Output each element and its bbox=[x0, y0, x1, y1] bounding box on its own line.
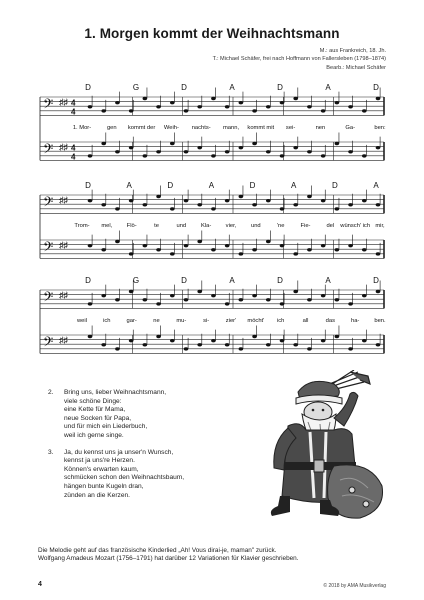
chord-symbol: A bbox=[208, 181, 215, 190]
time-signature: 4 bbox=[71, 143, 76, 153]
note-head bbox=[225, 244, 230, 247]
footnote-line: Wolfgang Amadeus Mozart (1756–1791) hat darüber 12 Variationen für Klavier geschrieben. bbox=[38, 555, 299, 563]
note-head bbox=[115, 207, 120, 210]
footnote bbox=[38, 547, 299, 564]
note-head bbox=[225, 199, 230, 202]
bass-clef-icon: 𝄢 bbox=[43, 196, 54, 213]
lyric-syllable: gar- bbox=[126, 318, 137, 324]
chord-symbol: A bbox=[229, 83, 235, 92]
note-head bbox=[143, 343, 148, 346]
chord-symbol: A bbox=[373, 181, 379, 190]
chord-symbol: D bbox=[85, 181, 91, 190]
note-head bbox=[143, 154, 148, 157]
note-head bbox=[293, 203, 298, 206]
note-head bbox=[197, 146, 202, 149]
sharp-icon: ♯♯ bbox=[59, 335, 68, 345]
note-head bbox=[143, 298, 148, 301]
note-head bbox=[115, 240, 120, 243]
note-head bbox=[184, 199, 189, 202]
bass-clef-icon: 𝄢 bbox=[43, 336, 54, 353]
chord-symbol: D bbox=[331, 181, 338, 190]
music-systems bbox=[40, 83, 386, 353]
note-head bbox=[348, 347, 353, 350]
lyric-syllable: Kla- bbox=[201, 223, 212, 229]
note-head bbox=[88, 244, 93, 247]
lyric-syllable: ben: bbox=[374, 125, 386, 131]
lyric-syllable: si- bbox=[203, 318, 210, 324]
note-head bbox=[156, 335, 161, 338]
lyric-syllable: ich bbox=[276, 318, 285, 324]
note-head bbox=[156, 105, 161, 108]
note-head bbox=[335, 298, 340, 301]
note-head bbox=[239, 101, 244, 104]
note-head bbox=[307, 195, 312, 198]
note-head bbox=[280, 339, 285, 342]
note-head bbox=[184, 347, 189, 350]
note-head bbox=[376, 203, 381, 206]
note-head bbox=[348, 105, 353, 108]
sharp-icon: ♯♯ bbox=[59, 195, 68, 205]
verse-line: zünden an die Kerzen. bbox=[64, 491, 130, 499]
verse-2 bbox=[48, 389, 184, 441]
lyric-syllable: del bbox=[326, 223, 335, 229]
note-head bbox=[362, 154, 367, 157]
note-head bbox=[266, 343, 271, 346]
time-signature: 4 bbox=[71, 98, 76, 108]
note-head bbox=[101, 109, 106, 112]
note-head bbox=[266, 240, 271, 243]
santa-claus-illustration bbox=[250, 370, 390, 525]
note-head bbox=[376, 252, 381, 255]
chord-symbol: A bbox=[126, 181, 132, 190]
note-head bbox=[225, 105, 230, 108]
note-head bbox=[170, 339, 175, 342]
note-head bbox=[321, 244, 326, 247]
note-head bbox=[211, 154, 216, 157]
chord-symbol: A bbox=[229, 276, 235, 285]
note-head bbox=[348, 203, 353, 206]
lyric-syllable: weil bbox=[77, 318, 87, 324]
page-number: 4 bbox=[38, 581, 42, 588]
note-head bbox=[362, 294, 367, 297]
sharp-icon: ♯♯ bbox=[59, 142, 68, 152]
verse-line: Ja, du kennst uns ja unser'n Wunsch, bbox=[64, 448, 174, 456]
lyric-syllable: mu- bbox=[176, 318, 187, 324]
note-head bbox=[156, 195, 161, 198]
note-head bbox=[376, 97, 381, 100]
note-head bbox=[129, 290, 134, 293]
note-head bbox=[293, 97, 298, 100]
verse-number: 2. bbox=[48, 389, 54, 396]
note-head bbox=[184, 109, 189, 112]
note-head bbox=[252, 203, 257, 206]
note-head bbox=[307, 105, 312, 108]
footnote-line: Die Melodie geht auf das französische Kinderlied „Ah! Vous dirai-je, maman" zurück. bbox=[38, 547, 277, 554]
note-head bbox=[376, 343, 381, 346]
chord-symbol: D bbox=[85, 83, 91, 92]
chord-symbol: G bbox=[132, 83, 140, 92]
note-head bbox=[143, 244, 148, 247]
note-head bbox=[156, 248, 161, 251]
note-head bbox=[129, 199, 134, 202]
lyric-syllable: ich bbox=[103, 318, 111, 324]
lyric-syllable: Ga- bbox=[345, 125, 356, 131]
verses bbox=[48, 389, 184, 508]
lyric-syllable: Weih- bbox=[163, 125, 179, 131]
note-head bbox=[156, 150, 161, 153]
note-head bbox=[280, 302, 285, 305]
lyric-syllable: Trom- bbox=[74, 223, 90, 229]
chord-symbol: D bbox=[85, 276, 91, 285]
lyric-syllable: zier' bbox=[225, 318, 237, 324]
note-head bbox=[362, 109, 367, 112]
note-head bbox=[197, 240, 202, 243]
note-head bbox=[293, 146, 298, 149]
note-head bbox=[307, 150, 312, 153]
lyric-syllable: und bbox=[250, 223, 261, 229]
note-head bbox=[293, 343, 298, 346]
verse-line: Bring uns, lieber Weihnachtsmann, bbox=[64, 389, 167, 396]
note-head bbox=[266, 150, 271, 153]
lyric-syllable: nen bbox=[315, 125, 326, 131]
chord-symbol: D bbox=[373, 276, 379, 285]
lyric-syllable: Fie- bbox=[300, 223, 311, 229]
chord-symbol: G bbox=[132, 276, 140, 285]
note-head bbox=[348, 302, 353, 305]
note-head bbox=[170, 294, 175, 297]
note-head bbox=[184, 150, 189, 153]
lyric-syllable: vier, bbox=[225, 223, 237, 229]
note-head bbox=[170, 207, 175, 210]
note-head bbox=[143, 203, 148, 206]
note-head bbox=[266, 298, 271, 301]
sharp-icon: ♯♯ bbox=[59, 290, 68, 300]
chord-symbol: D bbox=[181, 276, 187, 285]
bass-clef-icon: 𝄢 bbox=[43, 143, 54, 160]
note-head bbox=[88, 199, 93, 202]
verse-3 bbox=[48, 449, 184, 501]
credit-arrangement: Bearb.: Michael Schäfer bbox=[326, 64, 386, 71]
copyright-notice: © 2018 by AMA Musikverlag bbox=[323, 583, 386, 589]
note-head bbox=[335, 248, 340, 251]
note-head bbox=[129, 252, 134, 255]
note-head bbox=[211, 294, 216, 297]
lyric-syllable: nachts- bbox=[191, 125, 211, 131]
chord-symbol: D bbox=[181, 83, 187, 92]
note-head bbox=[252, 335, 257, 338]
note-head bbox=[129, 109, 134, 112]
chord-symbol: D bbox=[373, 83, 379, 92]
note-head bbox=[266, 105, 271, 108]
note-head bbox=[335, 207, 340, 210]
lyric-syllable: all bbox=[302, 318, 309, 324]
note-head bbox=[335, 335, 340, 338]
lyric-syllable: 1. Mor- bbox=[72, 125, 92, 131]
note-head bbox=[115, 101, 120, 104]
note-head bbox=[293, 290, 298, 293]
note-head bbox=[280, 154, 285, 157]
note-head bbox=[362, 199, 367, 202]
verse-line: weil ich gerne singe. bbox=[64, 431, 124, 439]
music-system bbox=[40, 181, 385, 258]
note-head bbox=[239, 298, 244, 301]
note-head bbox=[211, 248, 216, 251]
chord-symbol: D bbox=[277, 83, 283, 92]
lyric-syllable: möcht' bbox=[247, 318, 265, 324]
bass-clef-icon: 𝄢 bbox=[43, 241, 54, 258]
verse-line: und für mich ein Liederbuch, bbox=[64, 423, 148, 431]
note-head bbox=[170, 252, 175, 255]
note-head bbox=[252, 109, 257, 112]
note-head bbox=[321, 199, 326, 202]
note-head bbox=[101, 142, 106, 145]
note-head bbox=[115, 298, 120, 301]
note-head bbox=[376, 146, 381, 149]
note-head bbox=[101, 203, 106, 206]
verse-line: neue Socken für Papa, bbox=[64, 414, 132, 422]
lyric-syllable: mann, bbox=[222, 125, 240, 131]
lyric-syllable: ne bbox=[153, 318, 160, 324]
lyric-syllable: und bbox=[176, 223, 187, 229]
credit-text: T.: Michael Schäfer, frei nach Hoffmann von Fallersleben (1798–1874) bbox=[212, 56, 386, 63]
lyric-syllable: wünsch' ich bbox=[340, 223, 371, 229]
chord-symbol: D bbox=[249, 181, 256, 190]
note-head bbox=[101, 294, 106, 297]
note-head bbox=[197, 343, 202, 346]
lyric-syllable: ha- bbox=[350, 318, 360, 324]
music-system bbox=[40, 276, 386, 353]
note-head bbox=[211, 207, 216, 210]
note-head bbox=[252, 294, 257, 297]
time-signature: 4 bbox=[71, 107, 76, 117]
verse-line: schmücken schon den Weihnachtsbaum, bbox=[64, 474, 185, 482]
music-system bbox=[40, 83, 386, 162]
chord-symbol: A bbox=[325, 83, 331, 92]
lyric-syllable: sei- bbox=[285, 125, 296, 131]
verse-line: hängen bunte Kugeln dran, bbox=[64, 482, 144, 490]
verse-line: kennst ja uns're Herzen. bbox=[64, 457, 135, 465]
lyric-syllable: Flö- bbox=[126, 223, 137, 229]
note-head bbox=[211, 97, 216, 100]
song-title: 1. Morgen kommt der Weihnachtsmann bbox=[84, 26, 340, 41]
note-head bbox=[321, 339, 326, 342]
lyric-syllable: te bbox=[154, 223, 159, 229]
note-head bbox=[348, 244, 353, 247]
note-head bbox=[88, 154, 93, 157]
credit-music: M.: aus Frankreich, 18. Jh. bbox=[319, 48, 386, 54]
note-head bbox=[170, 101, 175, 104]
note-head bbox=[293, 252, 298, 255]
note-head bbox=[280, 101, 285, 104]
sharp-icon: ♯♯ bbox=[59, 97, 68, 107]
note-head bbox=[88, 302, 93, 305]
note-head bbox=[307, 248, 312, 251]
chord-symbol: A bbox=[291, 181, 297, 190]
lyric-syllable: mir, bbox=[375, 223, 385, 229]
note-head bbox=[362, 248, 367, 251]
chord-symbol: D bbox=[277, 276, 283, 285]
bass-clef-icon: 𝄢 bbox=[43, 291, 54, 308]
note-head bbox=[335, 101, 340, 104]
lyric-syllable: kommt der bbox=[127, 125, 156, 131]
note-head bbox=[225, 150, 230, 153]
note-head bbox=[239, 195, 244, 198]
verse-number: 3. bbox=[48, 448, 54, 456]
note-head bbox=[280, 244, 285, 247]
chord-symbol: D bbox=[167, 181, 174, 190]
note-head bbox=[170, 142, 175, 145]
lyric-syllable: mel, bbox=[101, 223, 113, 229]
note-head bbox=[156, 302, 161, 305]
note-head bbox=[252, 248, 257, 251]
note-head bbox=[129, 146, 134, 149]
note-head bbox=[335, 142, 340, 145]
note-head bbox=[239, 146, 244, 149]
note-head bbox=[348, 150, 353, 153]
note-head bbox=[197, 203, 202, 206]
verse-line: viele schöne Dinge: bbox=[64, 397, 122, 405]
chord-symbol: A bbox=[325, 276, 331, 285]
note-head bbox=[321, 294, 326, 297]
note-head bbox=[197, 290, 202, 293]
note-head bbox=[115, 347, 120, 350]
time-signature: 4 bbox=[71, 152, 76, 162]
lyric-syllable: kommt mit bbox=[247, 125, 275, 131]
note-head bbox=[143, 97, 148, 100]
verse-line: eine Kette für Mama, bbox=[64, 406, 126, 414]
lyric-syllable: das bbox=[325, 318, 336, 324]
note-head bbox=[129, 339, 134, 342]
note-head bbox=[184, 244, 189, 247]
note-head bbox=[321, 109, 326, 112]
note-head bbox=[184, 298, 189, 301]
note-head bbox=[101, 248, 106, 251]
sharp-icon: ♯♯ bbox=[59, 240, 68, 250]
note-head bbox=[88, 105, 93, 108]
note-head bbox=[225, 302, 230, 305]
note-head bbox=[197, 105, 202, 108]
note-head bbox=[307, 298, 312, 301]
note-head bbox=[266, 199, 271, 202]
note-head bbox=[376, 290, 381, 293]
note-head bbox=[280, 207, 285, 210]
verse-line: Können's erwarten kaum, bbox=[64, 465, 139, 473]
note-head bbox=[362, 339, 367, 342]
note-head bbox=[225, 343, 230, 346]
note-head bbox=[115, 150, 120, 153]
note-head bbox=[88, 335, 93, 338]
bass-clef-icon: 𝄢 bbox=[43, 98, 54, 115]
note-head bbox=[211, 339, 216, 342]
note-head bbox=[321, 154, 326, 157]
lyric-syllable: 'ne bbox=[276, 223, 285, 229]
note-head bbox=[307, 347, 312, 350]
note-head bbox=[239, 252, 244, 255]
note-head bbox=[101, 343, 106, 346]
lyric-syllable: gen bbox=[106, 125, 117, 131]
note-head bbox=[252, 142, 257, 145]
lyric-syllable: ben. bbox=[374, 318, 386, 324]
note-head bbox=[239, 347, 244, 350]
